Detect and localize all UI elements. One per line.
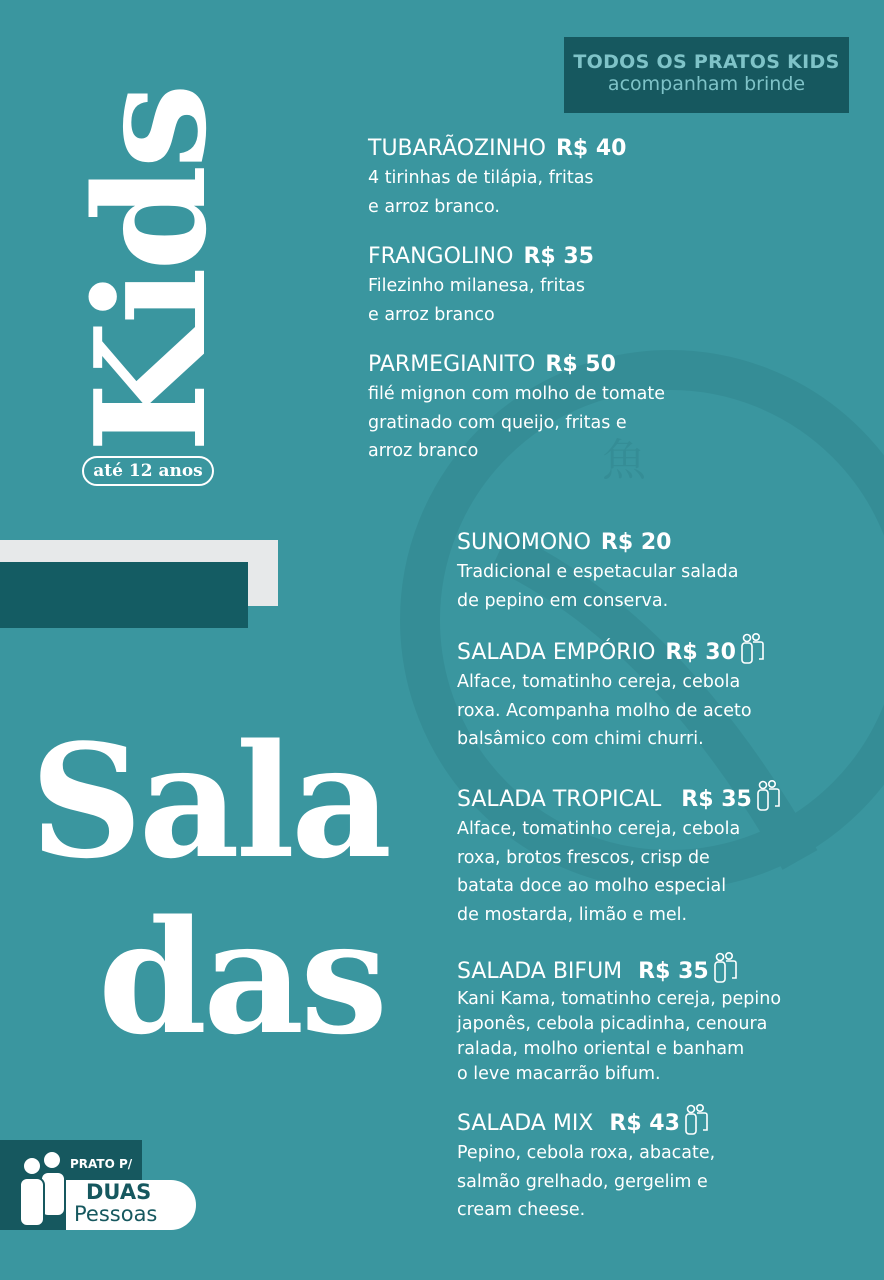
item-name: SALADA MIX: [457, 1111, 594, 1136]
item-price: R$ 43: [609, 1111, 680, 1136]
menu-item-sunomono: [457, 528, 877, 615]
item-desc-line: de pepino em conserva.: [457, 590, 669, 611]
badge-line2: acompanham brinde: [607, 73, 806, 95]
item-desc-line: e arroz branco: [368, 304, 495, 325]
item-name: FRANGOLINO: [368, 244, 514, 269]
decorative-bar-dark: [0, 562, 248, 628]
menu-item-salada-emporio: [457, 633, 877, 754]
item-price: R$ 35: [523, 244, 594, 269]
svg-text:魚: 魚: [602, 435, 646, 486]
item-desc-line: ralada, molho oriental e banham: [457, 1039, 745, 1059]
item-desc-line: Tradicional e espetacular salada: [457, 562, 739, 582]
item-desc-line: de mostarda, limão e mel.: [457, 904, 688, 925]
item-desc-line: Alface, tomatinho cereja, cebola: [457, 672, 741, 692]
item-desc-line: Alface, tomatinho cereja, cebola: [457, 819, 741, 839]
item-desc-line: batata doce ao molho especial: [457, 876, 727, 896]
saladas-title-part1: Sala: [30, 710, 389, 893]
kids-title: Kids: [61, 87, 240, 453]
age-badge: até 12 anos: [82, 456, 214, 486]
item-desc-line: japonês, cebola picadinha, cenoura: [457, 1014, 768, 1034]
item-desc-line: e arroz branco.: [368, 196, 500, 217]
item-desc-line: roxa. Acompanha molho de aceto: [457, 700, 752, 721]
two-people-icon: [684, 1104, 708, 1136]
item-name: SALADA TROPICAL: [457, 787, 662, 812]
legend-duas-label: DUAS: [86, 1180, 152, 1204]
item-name: SUNOMONO: [457, 530, 591, 555]
saladas-title-part2: das: [98, 886, 384, 1069]
menu-item-frangolino: [368, 242, 788, 329]
item-name: PARMEGIANITO: [368, 352, 536, 377]
item-desc-line: balsâmico com chimi churri.: [457, 729, 704, 749]
two-people-icon: [713, 952, 737, 984]
item-price: R$ 50: [545, 352, 616, 377]
two-people-icon: [756, 780, 780, 812]
item-desc-line: gratinado com queijo, fritas e: [368, 412, 627, 433]
menu-item-salada-bifum: [457, 952, 877, 1087]
legend-pessoas-label: Pessoas: [74, 1202, 158, 1226]
kids-gift-badge: [564, 37, 849, 113]
item-name: SALADA EMPÓRIO: [457, 640, 656, 665]
two-people-icon: [740, 633, 764, 665]
menu-item-tubaraozinho: [368, 134, 788, 221]
legend-prato-label: PRATO P/: [70, 1157, 133, 1171]
item-desc-line: 4 tirinhas de tilápia, fritas: [368, 168, 594, 188]
item-desc-line: roxa, brotos frescos, crisp de: [457, 847, 710, 868]
item-desc-line: filé mignon com molho de tomate: [368, 384, 666, 404]
item-desc-line: arroz branco: [368, 441, 479, 461]
item-desc-line: o leve macarrão bifum.: [457, 1064, 661, 1084]
item-price: R$ 35: [681, 787, 752, 812]
menu-item-salada-mix: [457, 1104, 877, 1225]
item-name: SALADA BIFUM: [457, 959, 623, 984]
menu-item-parmegianito: [368, 350, 788, 466]
item-price: R$ 40: [555, 136, 627, 161]
item-price: R$ 35: [638, 959, 709, 984]
item-desc-line: Pepino, cebola roxa, abacate,: [457, 1143, 716, 1163]
menu-item-salada-tropical: [457, 780, 877, 929]
badge-line1: TODOS OS PRATOS KIDS: [573, 51, 840, 73]
two-people-icon: [16, 1148, 72, 1230]
item-desc-line: salmão grelhado, gergelim e: [457, 1171, 708, 1192]
item-desc-line: Filezinho milanesa, fritas: [368, 276, 586, 296]
item-price: R$ 30: [665, 640, 736, 665]
item-price: R$ 20: [600, 530, 672, 555]
item-desc-line: Kani Kama, tomatinho cereja, pepino: [457, 989, 782, 1009]
item-desc-line: cream cheese.: [457, 1200, 586, 1220]
item-name: TUBARÃOZINHO: [368, 136, 546, 161]
